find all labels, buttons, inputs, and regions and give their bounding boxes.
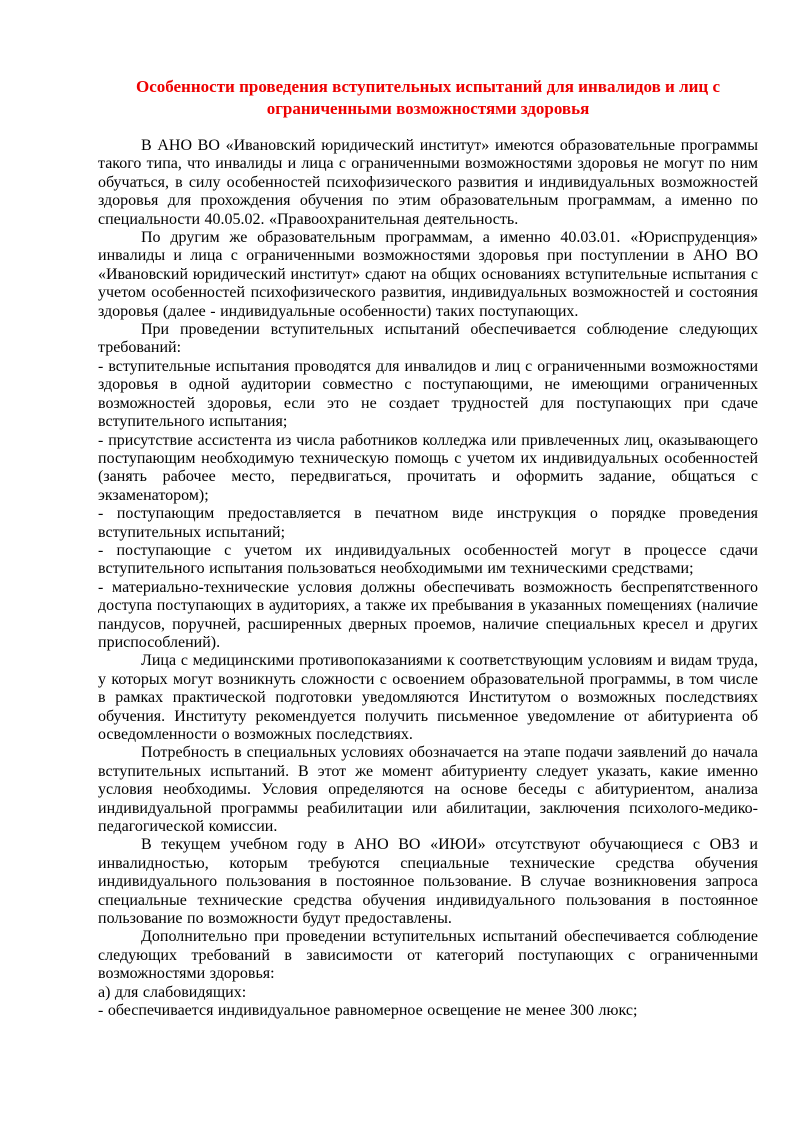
list-item-same-auditorium: - вступительные испытания проводятся для инвалидов и лиц с ограниченными возможностями здоровья в одной аудитории совместно с поступающими, не имеющими ограниченных возможностей здоровья, если это не создает трудностей для поступающих при сдаче вступительного испытания; (98, 357, 758, 431)
list-item-material-conditions: - материально-технические условия должны обеспечивать возможность беспрепятственного доступа поступающих в аудиториях, а также их пребывания в указанных помещениях (наличие пандусов, поручней, расширенных дверных проемов, наличие специальных кресел и других приспособлений). (98, 578, 758, 651)
paragraph-category-visually-impaired: а) для слабовидящих: (98, 983, 247, 1001)
document-content (98, 76, 758, 1021)
paragraph-special-conditions-request: Потребность в специальных условиях обозначается на этапе подачи заявлений до начала вступительных испытаний. В этот же момент абитуриенту следует указать, какие именно условия необходимы. Условия определяются на основе беседы с абитуриентом, анализа индивидуальной программы реабилитации или абилитации, заключения психолого-медико-педагогической комиссии. (98, 744, 758, 836)
paragraph-other-programs: По другим же образовательным программам, а именно 40.03.01. «Юриспруденция» инвалиды и лица с ограниченными возможностями здоровья при поступлении в АНО ВО «Ивановский юридический институт» сдают на общих основаниях вступительные испытания с учетом особенностей психофизического развития, индивидуальных возможностей и состояния здоровья (далее - индивидуальные особенности) таких поступающих. (98, 229, 758, 320)
paragraph-requirements-lead: При проведении вступительных испытаний обеспечивается соблюдение следующих требований: (98, 321, 758, 357)
list-item-technical-means: - поступающие с учетом их индивидуальных особенностей могут в процессе сдачи вступительного испытания пользоваться необходимыми им техническими средствами; (98, 541, 758, 578)
list-item-assistant: - присутствие ассистента из числа работников колледжа или привлеченных лиц, оказывающего поступающим необходимую техническую помощь с учетом их индивидуальных особенностей (занять рабочее место, передвигаться, прочитать и оформить задание, общаться с экзаменатором); (98, 431, 758, 504)
list-item-printed-instruction: - поступающим предоставляется в печатном виде инструкция о порядке проведения вступительных испытаний; (98, 505, 758, 541)
list-item-lighting: - обеспечивается индивидуальное равномерное освещение не менее 300 люкс; (98, 1002, 638, 1020)
paragraph-current-year: В текущем учебном году в АНО ВО «ИЮИ» отсутствуют обучающиеся с ОВЗ и инвалидностью, которым требуются специальные технические средства обучения индивидуального пользования в постоянное пользование. В случае возникновения запроса специальные технические средства обучения индивидуального пользования в постоянное пользование по возможности будут предоставлены. (98, 836, 758, 928)
paragraph-intro: В АНО ВО «Ивановский юридический институт» имеются образовательные программы такого типа, что инвалиды и лица с ограниченными возможностями здоровья не могут по ним обучаться, в силу особенностей психофизического развития и индивидуальных возможностей здоровья для прохождения обучения по этим образовательным программам, а именно по специальности 40.05.02. «Правоохранительная деятельность. (98, 137, 758, 228)
paragraph-additional-requirements-lead: Дополнительно при проведении вступительных испытаний обеспечивается соблюдение следующих требований в зависимости от категорий поступающих с ограниченными возможностями здоровья: (98, 928, 758, 983)
paragraph-medical-contraindications: Лица с медицинскими противопоказаниями к соответствующим условиям и видам труда, у которых могут возникнуть сложности с освоением образовательной программы, в том числе в рамках практической подготовки уведомляются Институтом о возможных последствиях обучения. Институту рекомендуется получить письменное уведомление от абитуриента об осведомленности о возможных последствиях. (98, 652, 758, 743)
document-title: Особенности проведения вступительных испытаний для инвалидов и лиц с ограниченными возможностями здоровья (135, 77, 721, 118)
